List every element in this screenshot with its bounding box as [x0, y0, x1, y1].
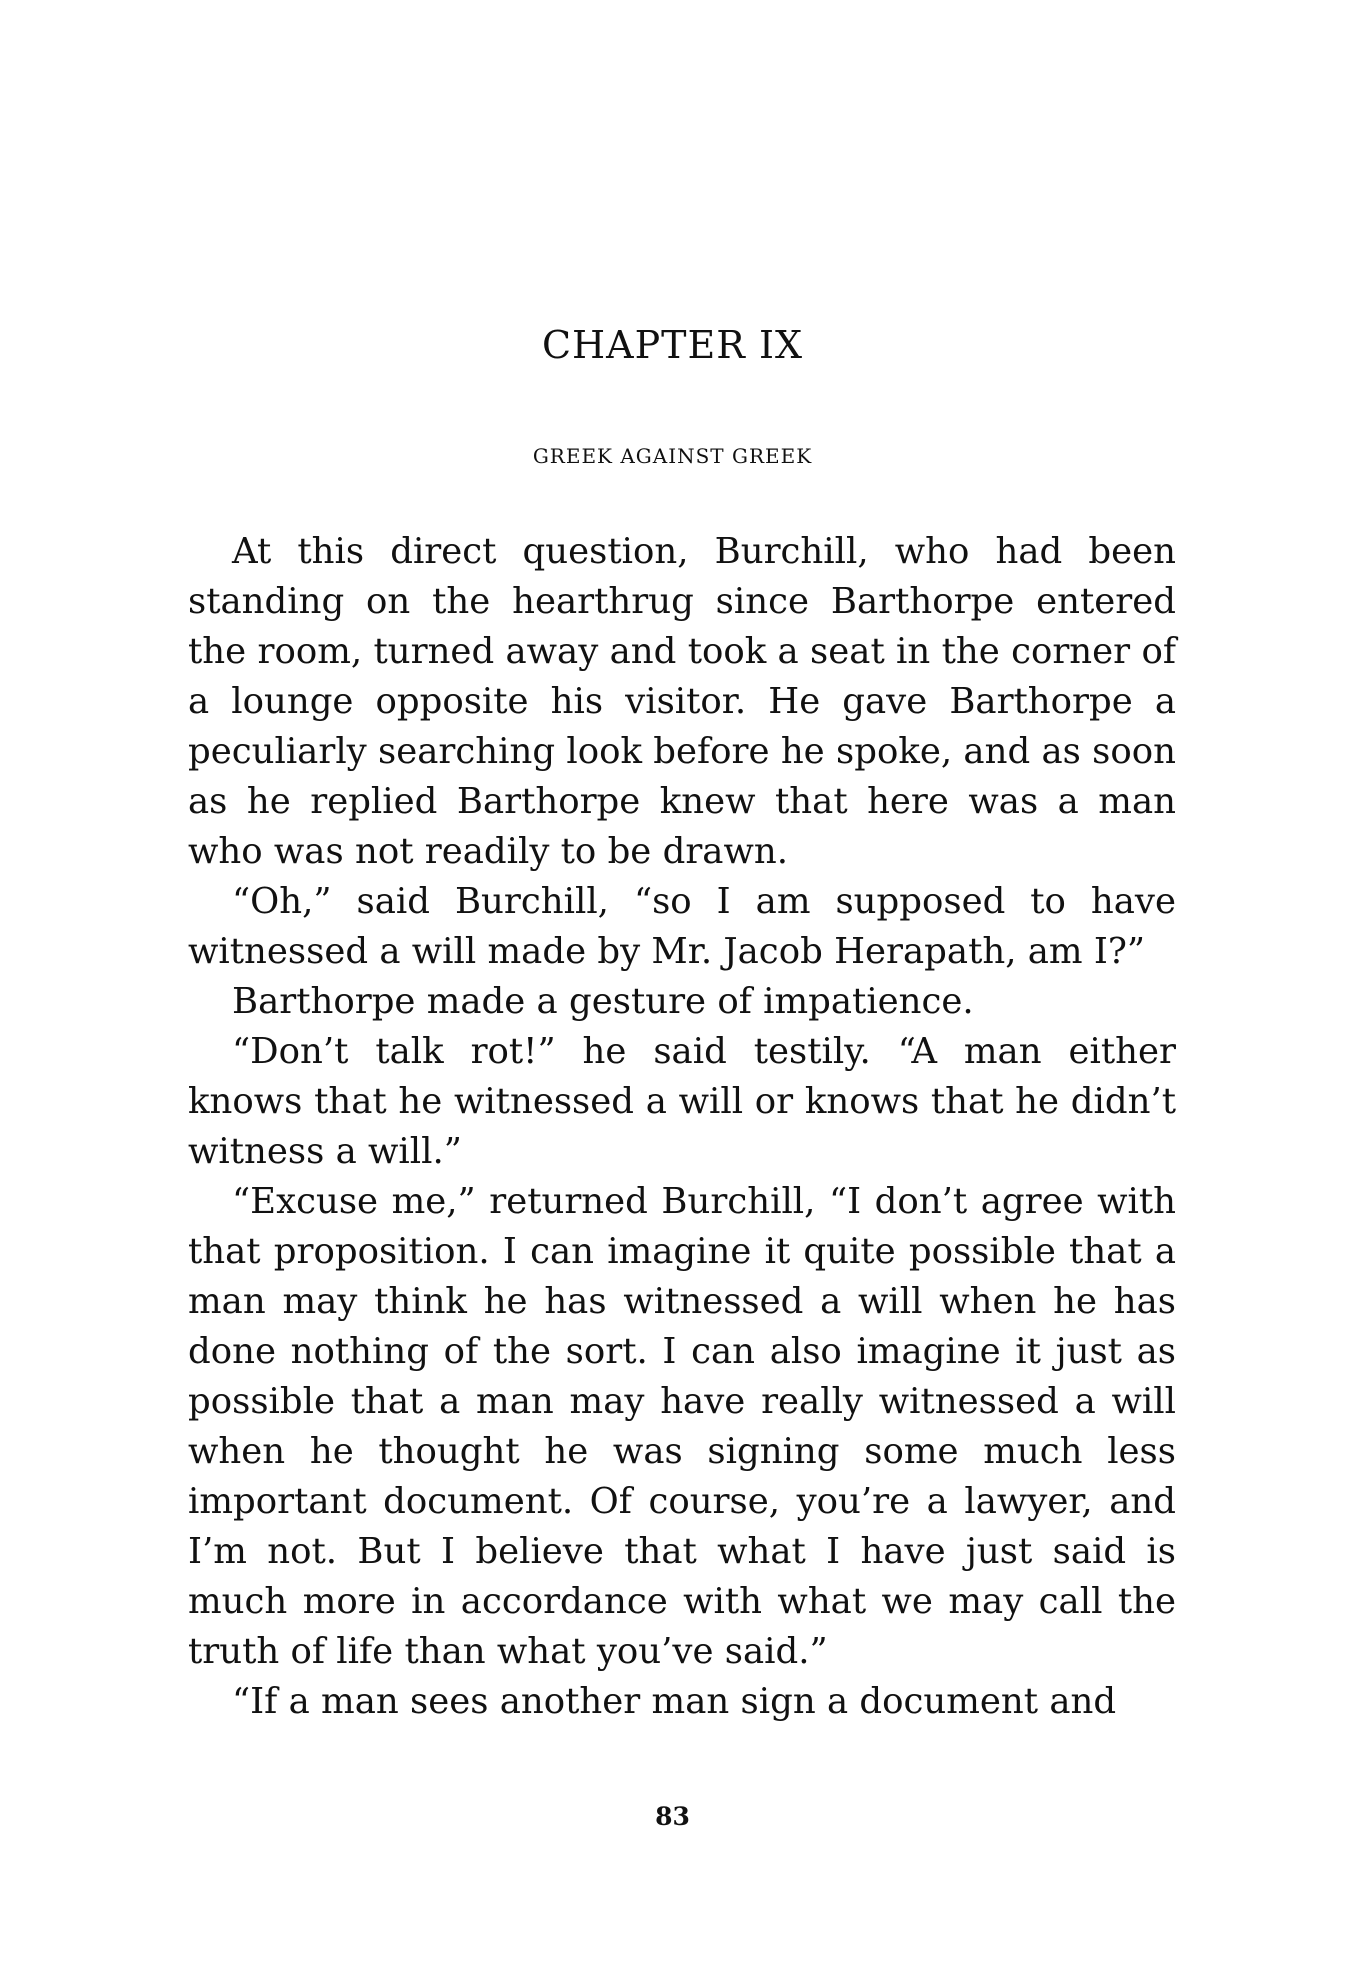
page-number: 83: [655, 1802, 690, 1831]
body-text: [188, 527, 1176, 1727]
paragraph: “If a man sees another man sign a document and: [232, 1681, 1117, 1722]
paragraph: At this direct question, Burchill, who had been standing on the hearthrug since Barthorpe entered the room, turned away and took a seat in the corner of a lounge opposite his visitor. He gave Barthorpe a peculiarly searching look before he spoke, and as soon as he replied Barthorpe knew that here was a man who was not readily to be drawn.: [188, 531, 1176, 872]
chapter-subtitle: GREEK AGAINST GREEK: [532, 444, 813, 468]
paragraph: “Don’t talk rot!” he said testily. “A man either knows that he witnessed a will or knows that he didn’t witness a will.”: [188, 1031, 1176, 1172]
chapter-title: CHAPTER IX: [541, 323, 804, 367]
paragraph: “Oh,” said Burchill, “so I am supposed to have witnessed a will made by Mr. Jacob Herapath, am I?”: [188, 881, 1176, 972]
paragraph: “Excuse me,” returned Burchill, “I don’t agree with that proposition. I can imagine it quite possible that a man may think he has witnessed a will when he has done nothing of the sort. I can also imagine it just as possible that a man may have really witnessed a will when he thought he was signing some much less important document. Of course, you’re a lawyer, and I’m not. But I believe that what I have just said is much more in accordance with what we may call the truth of life than what you’ve said.”: [188, 1181, 1176, 1672]
paragraph: Barthorpe made a gesture of impatience.: [232, 981, 974, 1022]
